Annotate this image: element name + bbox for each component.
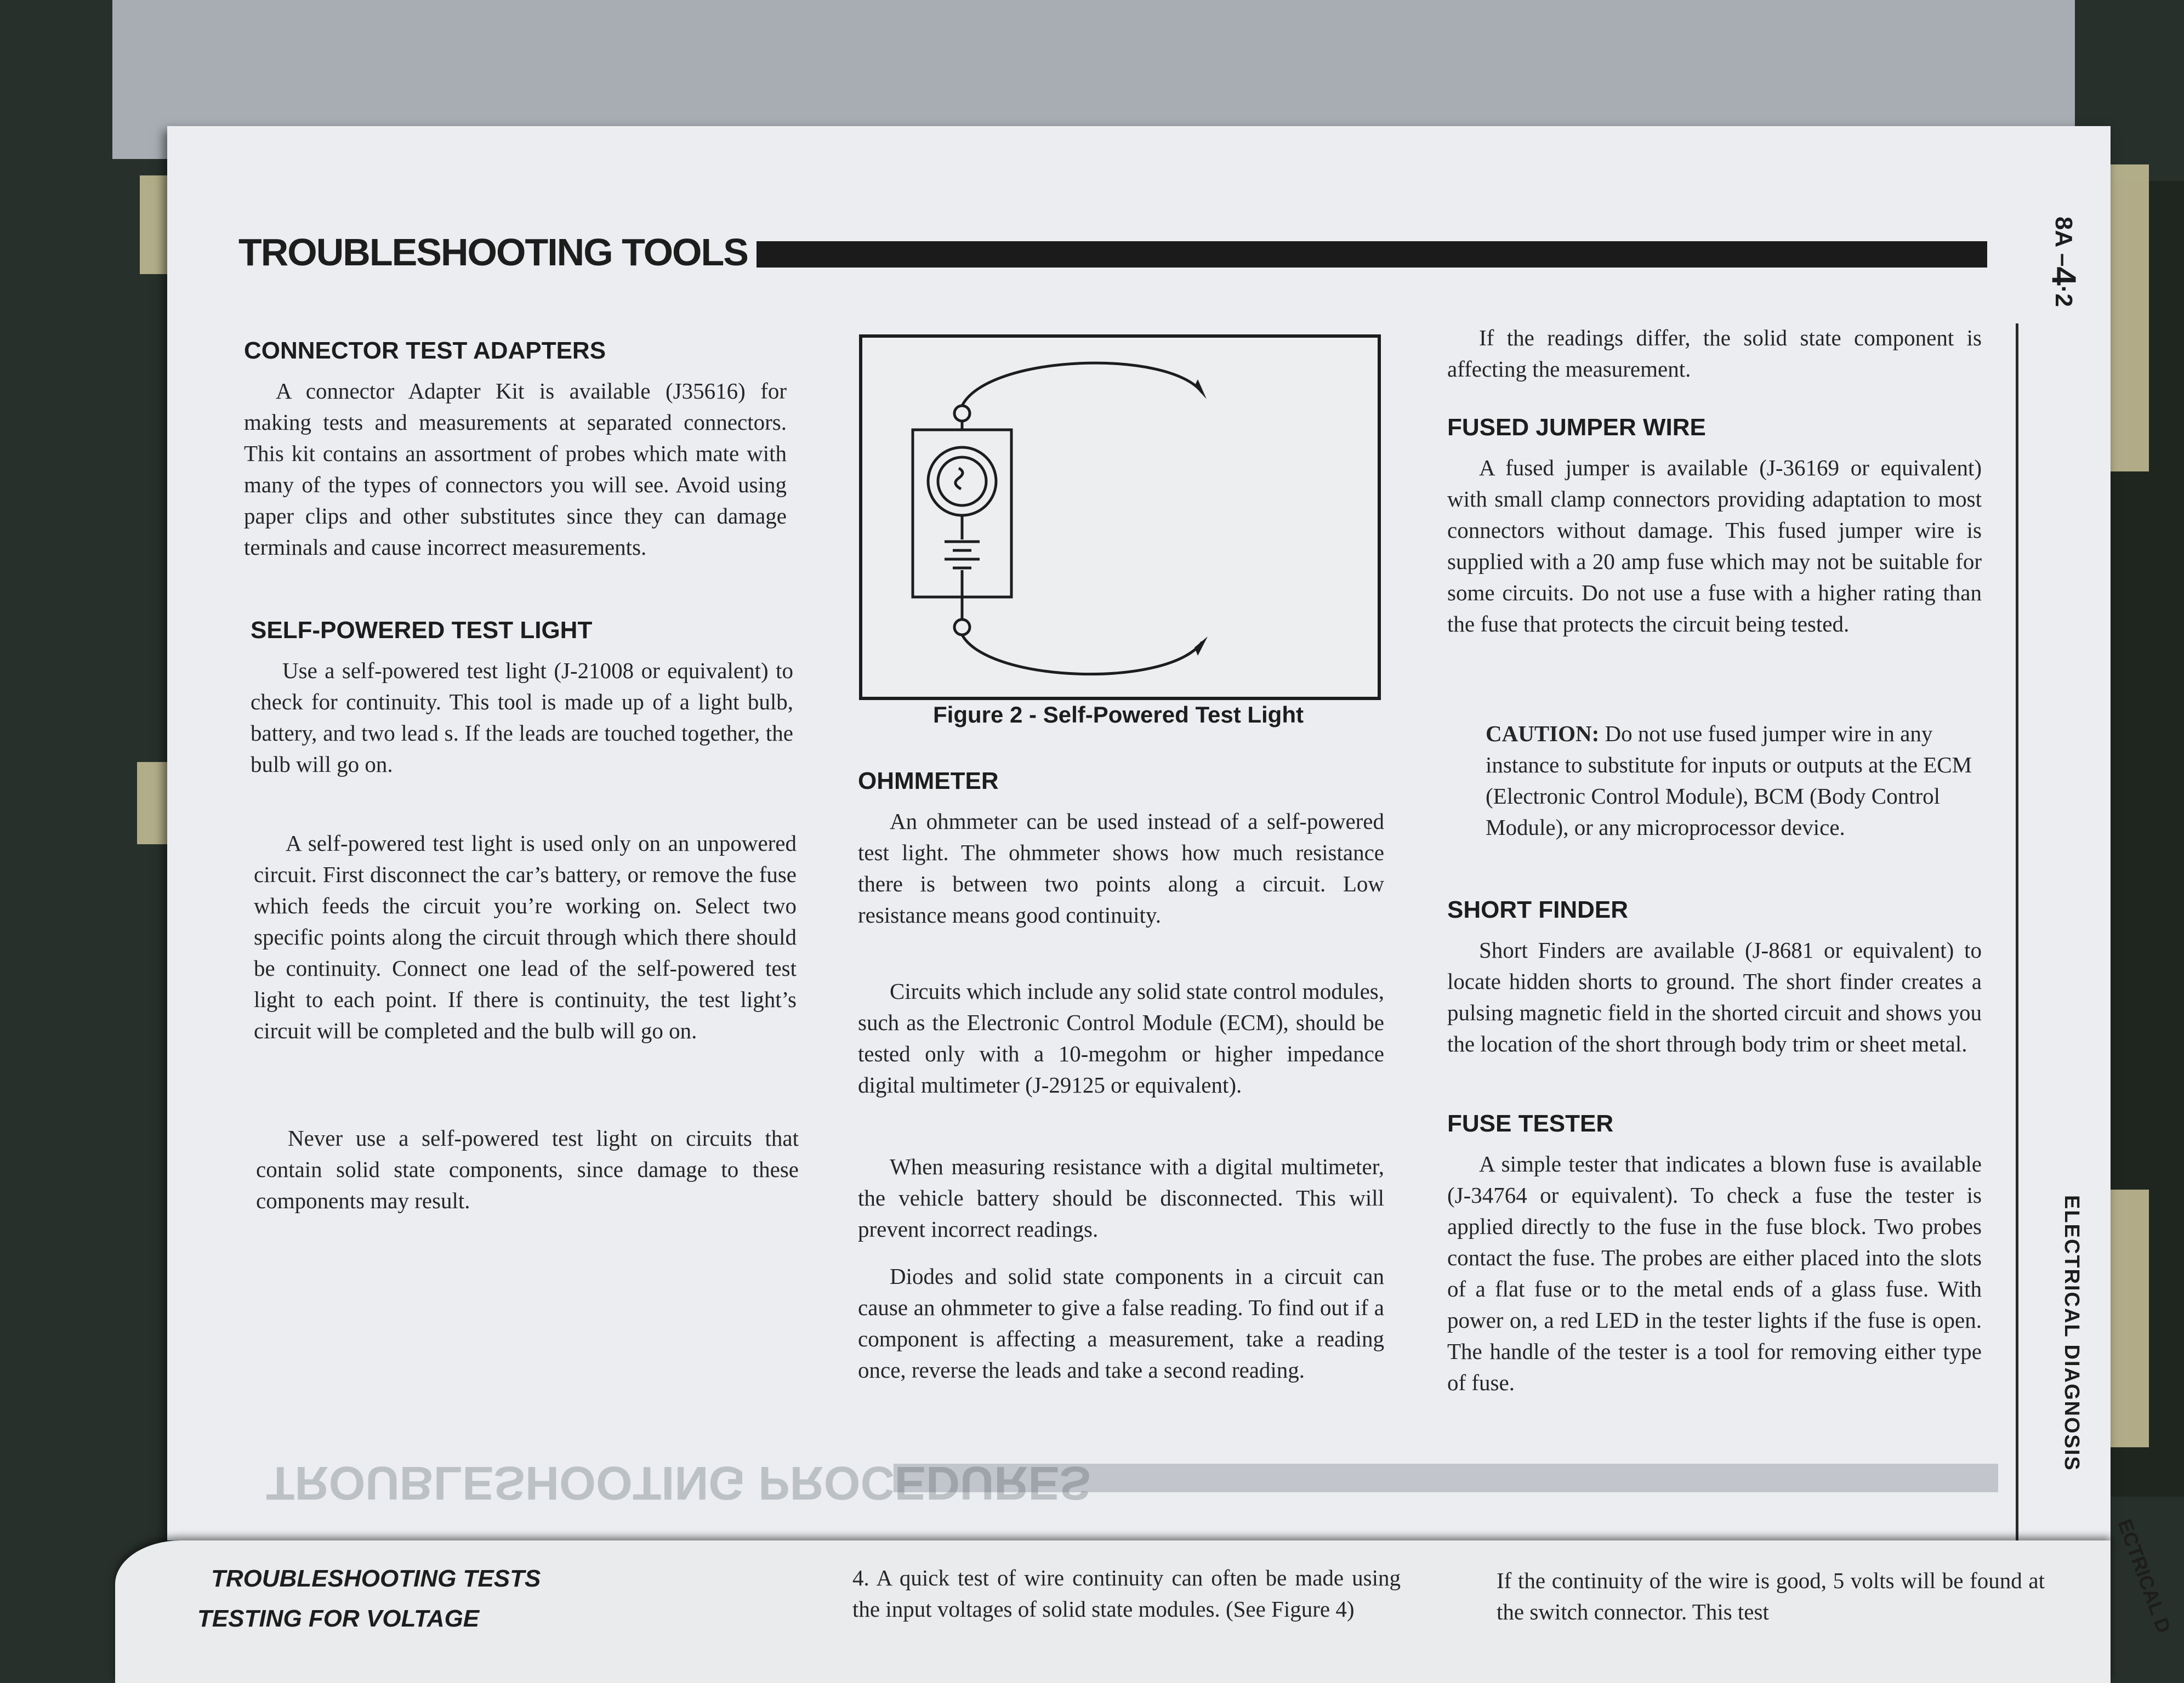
page-number-prefix: 8A – [2050,217,2077,267]
heading-short-finder: SHORT FINDER [1447,896,1628,923]
test-light-diagram [862,338,1378,697]
heading-ohmmeter: OHMMETER [858,767,999,794]
caution-label: CAUTION: [1486,721,1600,746]
paragraph: An ohmmeter can be used instead of a self-powered test light. The ohmmeter shows how much resistance there is between two points along a circuit. Low resistance means good continuity. [858,809,1384,928]
paragraph: Use a self-powered test light (J-21008 or equivalent) to check for continuity. This tool is made up of a light bulb, battery, and two lead s. If the leads are touched together, the bulb will go on. [251,658,793,777]
caution-note [1486,718,1982,843]
paragraph: A simple tester that indicates a blown fuse is available (J-34764 or equivalent). To check a fuse the tester is applied directly to the fuse in the fuse block. Two probes contact the fuse. The probes are either placed into the slots of a flat fuse or to the metal ends of a glass fuse. With power on, a red LED in the tester lights if the fuse is open. The handle of the tester is a tool for removing either type of fuse. [1447,1151,1982,1395]
page-number-main: 4 [2045,266,2083,286]
lead-terminal [954,406,970,421]
next-page-list-item: 4. A quick test of wire continuity can often be made using the input voltages of solid state modules. (See Figure 4) [852,1565,1401,1622]
title-rule [757,241,1987,268]
paragraph: If the readings differ, the solid state component is affecting the measurement. [1447,325,1982,382]
paragraph: Short Finders are available (J-8681 or equivalent) to locate hidden shorts to ground. The short finder creates a pulsing magnetic field in the shorted circuit and shows you the location of the short through body trim or sheet metal. [1447,937,1982,1056]
page-number-suffix: ·2 [2050,285,2077,307]
caution-text: Do not use fused jumper wire in any instance to substitute for inputs or outputs at the ECM (Electronic Control Module), BCM (Body Control Module), or any microprocessor device. [1486,721,1972,840]
heading-self-powered-test-light: SELF-POWERED TEST LIGHT [251,617,593,644]
page-title: TROUBLESHOOTING TOOLS [238,231,748,274]
bleed-through-rule [894,1464,1998,1492]
paragraph: A fused jumper is available (J-36169 or equivalent) with small clamp connectors providing adaptation to most connectors without damage. This fused jumper wire is supplied with a 20 amp fuse which may not be suitable for some circuits. Do not use a fuse with a higher rating than the fuse that protects the circuit being tested. [1447,455,1982,636]
heading-fused-jumper-wire: FUSED JUMPER WIRE [1447,414,1706,441]
paragraph: When measuring resistance with a digital multimeter, the vehicle battery should be disconnected. This will prevent incorrect readings. [858,1154,1384,1242]
lead-wire-bottom [962,635,1202,674]
paragraph: Circuits which include any solid state control modules, such as the Electronic Control Module (ECM), should be tested only with a 10-megohm or higher impedance digital multimeter (J-29125 or equivalent). [858,979,1384,1098]
manual-page [167,126,2111,1540]
next-page-edge [115,1516,2176,1683]
figure-caption: Figure 2 - Self-Powered Test Light [933,702,1304,727]
paragraph: Diodes and solid state components in a circuit can cause an ohmmeter to give a false reading. To find out if a component is affecting a measurement, take a reading once, reverse the leads and take a second reading. [858,1264,1384,1383]
next-page-subheading: TESTING FOR VOLTAGE [197,1605,480,1632]
next-page-paragraph: If the continuity of the wire is good, 5 volts will be found at the switch connector. This test [1497,1568,2045,1624]
heading-fuse-tester: FUSE TESTER [1447,1110,1614,1137]
next-page-heading: TROUBLESHOOTING TESTS [211,1565,541,1592]
paragraph: A self-powered test light is used only on an unpowered circuit. First disconnect the car’s battery, or remove the fuse which feeds the circuit you’re working on. Select two specific points along the circuit through which there should be continuity. Connect one lead of the self-powered test light to each point. If there is continuity, the test light’s circuit will be completed and the bulb will go on. [254,831,797,1043]
tape-strip [2111,1190,2149,1447]
bleed-through-heading: TROUBLESHOOTING PROCEDURES [266,1457,1091,1509]
next-page-side-label: ECTRICAL D [2113,1516,2176,1636]
tape-strip [2111,164,2149,471]
side-rule [2016,323,2018,1628]
lead-wire-top [962,363,1202,406]
paragraph: Never use a self-powered test light on circuits that contain solid state components, since damage to these components may result. [256,1125,799,1213]
figure-self-powered-test-light [859,334,1381,700]
side-section-label: ELECTRICAL DIAGNOSIS [2060,1195,2083,1471]
paragraph: A connector Adapter Kit is available (J35616) for making tests and measurements at separated connectors. This kit contains an assortment of probes which mate with many of the types of connectors you will see. Avoid using paper clips and other substitutes since they can damage terminals and cause incorrect measurements. [244,378,787,560]
heading-connector-test-adapters: CONNECTOR TEST ADAPTERS [244,337,606,364]
lead-terminal [954,619,970,635]
page-number [2034,217,2083,392]
